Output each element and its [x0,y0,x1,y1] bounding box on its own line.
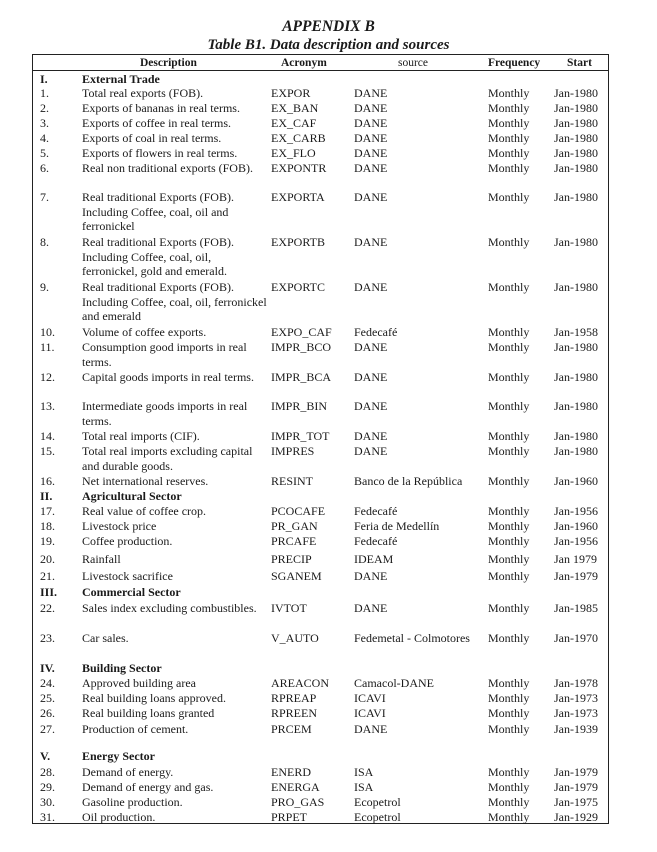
frequency-cell: Monthly [488,444,530,458]
start-cell: Jan-1978 [554,676,598,690]
acronym-cell: IMPR_BCO [271,340,332,354]
section-title: Commercial Sector [82,585,181,599]
frequency-cell: Monthly [488,601,530,615]
frequency-cell: Monthly [488,706,530,720]
source-cell: DANE [354,370,388,384]
description-cell: Real traditional Exports (FOB). Including Coffee, coal, oil and ferronickel [82,190,234,234]
description-cell: Real traditional Exports (FOB). Including Coffee, coal, oil, ferronickel and emerald [82,280,267,324]
source-cell: Feria de Medellín [354,519,440,533]
start-cell: Jan-1979 [554,765,598,779]
frequency-cell: Monthly [488,795,530,809]
acronym-cell: EXPO_CAF [271,325,332,339]
source-cell: Fedecafé [354,534,398,548]
description-cell: Real building loans approved. [82,691,226,705]
start-cell: Jan-1958 [554,325,598,339]
row-number: 10. [40,325,55,339]
frequency-cell: Monthly [488,504,530,518]
description-cell: Total real imports (CIF). [82,429,200,443]
start-cell: Jan-1980 [554,131,598,145]
source-cell: Fedemetal - Colmotores [354,631,470,645]
description-cell: Consumption good imports in real terms. [82,340,247,369]
row-number: 30. [40,795,55,809]
acronym-cell: V_AUTO [271,631,319,645]
row-number: 16. [40,474,55,488]
source-cell: DANE [354,235,388,249]
frequency-cell: Monthly [488,474,530,488]
source-cell: DANE [354,399,388,413]
row-number: 15. [40,444,55,458]
start-cell: Jan-1979 [554,780,598,794]
source-cell: ISA [354,780,374,794]
row-number: 6. [40,161,49,175]
source-cell: DANE [354,116,388,130]
frequency-cell: Monthly [488,552,530,566]
start-cell: Jan-1980 [554,101,598,115]
acronym-cell: EX_CAF [271,116,317,130]
frequency-cell: Monthly [488,86,530,100]
frequency-cell: Monthly [488,370,530,384]
row-number: 21. [40,569,55,583]
row-number: 3. [40,116,49,130]
source-cell: DANE [354,722,388,736]
frequency-cell: Monthly [488,340,530,354]
start-cell: Jan-1956 [554,534,598,548]
frequency-cell: Monthly [488,161,530,175]
row-number: 29. [40,780,55,794]
frequency-cell: Monthly [488,534,530,548]
source-cell: DANE [354,86,388,100]
source-cell: DANE [354,601,388,615]
row-number: 4. [40,131,49,145]
start-cell: Jan-1980 [554,370,598,384]
acronym-cell: IMPRES [271,444,315,458]
description-cell: Oil production. [82,810,156,824]
row-number: 5. [40,146,49,160]
row-number: 20. [40,552,55,566]
source-cell: DANE [354,340,388,354]
start-cell: Jan-1956 [554,504,598,518]
row-number: 2. [40,101,49,115]
start-cell: Jan-1980 [554,399,598,413]
acronym-cell: IMPR_TOT [271,429,330,443]
description-cell: Real value of coffee crop. [82,504,207,518]
source-cell: DANE [354,131,388,145]
row-number: 12. [40,370,55,384]
start-cell: Jan-1975 [554,795,598,809]
frequency-cell: Monthly [488,101,530,115]
row-number: 25. [40,691,55,705]
acronym-cell: RESINT [271,474,313,488]
frequency-cell: Monthly [488,519,530,533]
source-cell: IDEAM [354,552,394,566]
acronym-cell: ENERD [271,765,311,779]
source-cell: DANE [354,569,388,583]
source-cell: ICAVI [354,706,386,720]
row-number: 23. [40,631,55,645]
appendix-title: APPENDIX B [282,18,375,35]
description-cell: Gasoline production. [82,795,183,809]
start-cell: Jan-1980 [554,86,598,100]
header-acronym: Acronym [281,57,327,69]
start-cell: Jan-1973 [554,706,598,720]
start-cell: Jan-1980 [554,429,598,443]
row-number: 11. [40,340,55,354]
description-cell: Demand of energy. [82,765,174,779]
row-number: 18. [40,519,55,533]
frequency-cell: Monthly [488,676,530,690]
source-cell: DANE [354,161,388,175]
row-number: 8. [40,235,49,249]
start-cell: Jan-1973 [554,691,598,705]
row-number: 1. [40,86,49,100]
acronym-cell: EXPORTA [271,190,325,204]
acronym-cell: EX_BAN [271,101,319,115]
start-cell: Jan-1980 [554,280,598,294]
row-number: II. [40,489,53,503]
start-cell: Jan-1980 [554,116,598,130]
acronym-cell: PRCEM [271,722,312,736]
description-cell: Intermediate goods imports in real terms. [82,399,248,428]
header-start: Start [567,57,592,69]
start-cell: Jan-1980 [554,190,598,204]
description-cell: Net international reserves. [82,474,209,488]
row-number: 9. [40,280,49,294]
frequency-cell: Monthly [488,780,530,794]
header-description: Description [140,57,197,69]
start-cell: Jan 1979 [554,552,597,566]
frequency-cell: Monthly [488,569,530,583]
frequency-cell: Monthly [488,325,530,339]
acronym-cell: SGANEM [271,569,322,583]
source-cell: DANE [354,101,388,115]
frequency-cell: Monthly [488,280,530,294]
acronym-cell: RPREEN [271,706,318,720]
description-cell: Capital goods imports in real terms. [82,370,254,384]
row-number: V. [40,749,51,763]
frequency-cell: Monthly [488,631,530,645]
section-title: Agricultural Sector [82,489,182,503]
start-cell: Jan-1970 [554,631,598,645]
acronym-cell: ENERGA [271,780,320,794]
row-number: 7. [40,190,49,204]
acronym-cell: IMPR_BCA [271,370,332,384]
acronym-cell: AREACON [271,676,330,690]
source-cell: Ecopetrol [354,795,401,809]
row-number: 22. [40,601,55,615]
start-cell: Jan-1939 [554,722,598,736]
source-cell: DANE [354,429,388,443]
description-cell: Production of cement. [82,722,189,736]
source-cell: Ecopetrol [354,810,401,824]
frequency-cell: Monthly [488,235,530,249]
frequency-cell: Monthly [488,691,530,705]
acronym-cell: PRCAFE [271,534,317,548]
frequency-cell: Monthly [488,765,530,779]
description-cell: Livestock price [82,519,157,533]
table-caption: Table B1. Data description and sources [207,37,450,53]
start-cell: Jan-1929 [554,810,598,824]
description-cell: Car sales. [82,631,129,645]
start-cell: Jan-1979 [554,569,598,583]
header-frequency: Frequency [488,57,541,69]
header-source: source [398,57,429,69]
section-title: Energy Sector [82,749,155,763]
row-number: 27. [40,722,55,736]
description-cell: Demand of energy and gas. [82,780,214,794]
source-cell: ISA [354,765,374,779]
description-cell: Real building loans granted [82,706,215,720]
start-cell: Jan-1980 [554,444,598,458]
frequency-cell: Monthly [488,722,530,736]
acronym-cell: RPREAP [271,691,317,705]
row-number: 13. [40,399,55,413]
start-cell: Jan-1980 [554,161,598,175]
row-number: 24. [40,676,55,690]
frequency-cell: Monthly [488,146,530,160]
source-cell: DANE [354,444,388,458]
frequency-cell: Monthly [488,810,530,824]
acronym-cell: EX_CARB [271,131,326,145]
description-cell: Livestock sacrifice [82,569,173,583]
source-cell: ICAVI [354,691,386,705]
source-cell: DANE [354,190,388,204]
description-cell: Rainfall [82,552,121,566]
acronym-cell: EX_FLO [271,146,316,160]
source-cell: Banco de la República [354,474,463,488]
source-cell: DANE [354,146,388,160]
description-cell: Volume of coffee exports. [82,325,207,339]
row-number: 19. [40,534,55,548]
start-cell: Jan-1960 [554,474,598,488]
acronym-cell: PRO_GAS [271,795,325,809]
description-cell: Real non traditional exports (FOB). [82,161,253,175]
frequency-cell: Monthly [488,131,530,145]
start-cell: Jan-1960 [554,519,598,533]
description-cell: Exports of coal in real terms. [82,131,222,145]
section-title: External Trade [82,72,160,86]
row-number: 14. [40,429,55,443]
description-cell: Exports of coffee in real terms. [82,116,232,130]
source-cell: Camacol-DANE [354,676,434,690]
acronym-cell: EXPORTB [271,235,325,249]
description-cell: Approved building area [82,676,196,690]
row-number: I. [40,72,48,86]
description-cell: Total real exports (FOB). [82,86,204,100]
acronym-cell: PRPET [271,810,308,824]
acronym-cell: EXPOR [271,86,311,100]
acronym-cell: PRECIP [271,552,312,566]
row-number: 28. [40,765,55,779]
source-cell: Fedecafé [354,504,398,518]
description-cell: Exports of flowers in real terms. [82,146,238,160]
acronym-cell: IMPR_BIN [271,399,328,413]
start-cell: Jan-1980 [554,235,598,249]
source-cell: Fedecafé [354,325,398,339]
description-cell: Real traditional Exports (FOB). Including Coffee, coal, oil, ferronickel, gold and emerald. [82,235,234,279]
acronym-cell: EXPONTR [271,161,327,175]
row-number: III. [40,585,58,599]
description-cell: Exports of bananas in real terms. [82,101,240,115]
frequency-cell: Monthly [488,116,530,130]
row-number: 17. [40,504,55,518]
acronym-cell: PCOCAFE [271,504,326,518]
description-cell: Sales index excluding combustibles. [82,601,257,615]
row-number: 31. [40,810,55,824]
start-cell: Jan-1980 [554,146,598,160]
row-number: 26. [40,706,55,720]
start-cell: Jan-1980 [554,340,598,354]
acronym-cell: EXPORTC [271,280,325,294]
start-cell: Jan-1985 [554,601,598,615]
acronym-cell: IVTOT [271,601,307,615]
description-cell: Total real imports excluding capital and durable goods. [82,444,253,473]
description-cell: Coffee production. [82,534,173,548]
section-title: Building Sector [82,661,162,675]
frequency-cell: Monthly [488,190,530,204]
acronym-cell: PR_GAN [271,519,318,533]
frequency-cell: Monthly [488,429,530,443]
header-divider [32,70,609,71]
source-cell: DANE [354,280,388,294]
frequency-cell: Monthly [488,399,530,413]
row-number: IV. [40,661,55,675]
